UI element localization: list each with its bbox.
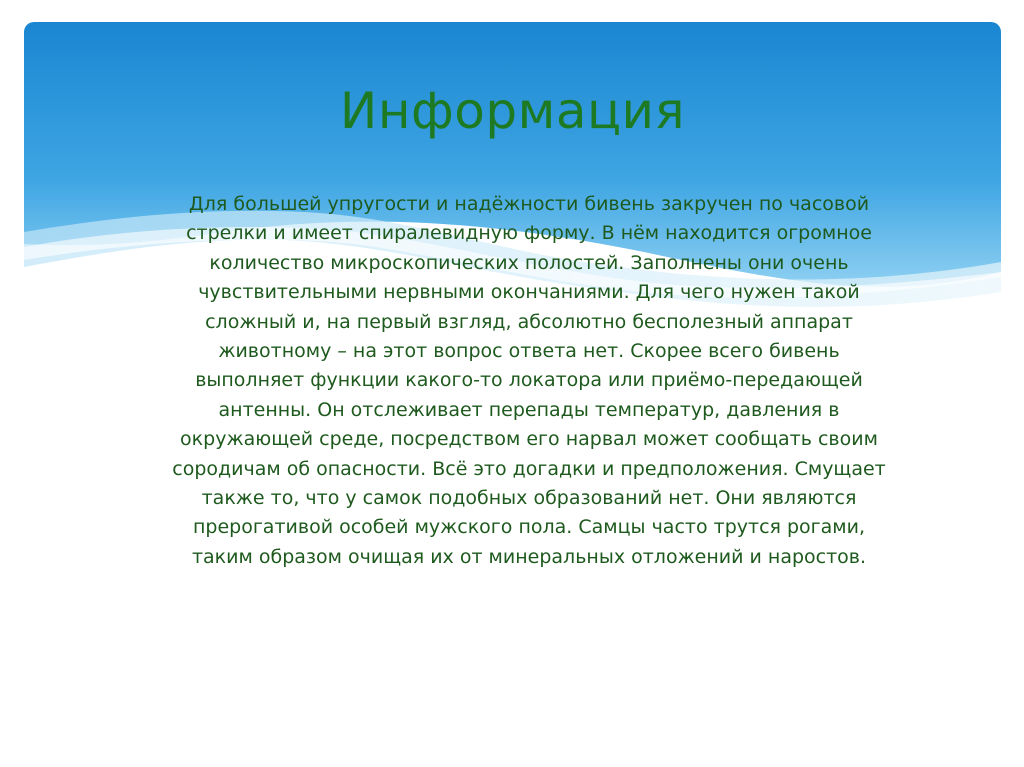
slide-body-text: Для большей упругости и надёжности бивень закручен по часовой стрелки и имеет спиралевидную форму. В нём находится огромное количество микроскопических полостей. Заполнены они очень чувствительными нервными окончаниями. Для чего нужен такой сложный и, на первый взгляд, абсолютно бесполезный аппарат животному – на этот вопрос ответа нет. Скорее всего бивень выполняет функции какого-то локатора или приёмо-передающей антенны. Он отслеживает перепады температур, давления в окружающей среде, посредством его нарвал может сообщать своим сородичам об опасности. Всё это догадки и предположения. Смущает также то, что у самок подобных образований нет. Они являются прерогативой особей мужского пола. Самцы часто трутся рогами, таким образом очищая их от минеральных отложений и наростов. xyxy=(172,193,886,568)
slide-title: Информация xyxy=(339,82,686,140)
slide xyxy=(24,22,1001,745)
